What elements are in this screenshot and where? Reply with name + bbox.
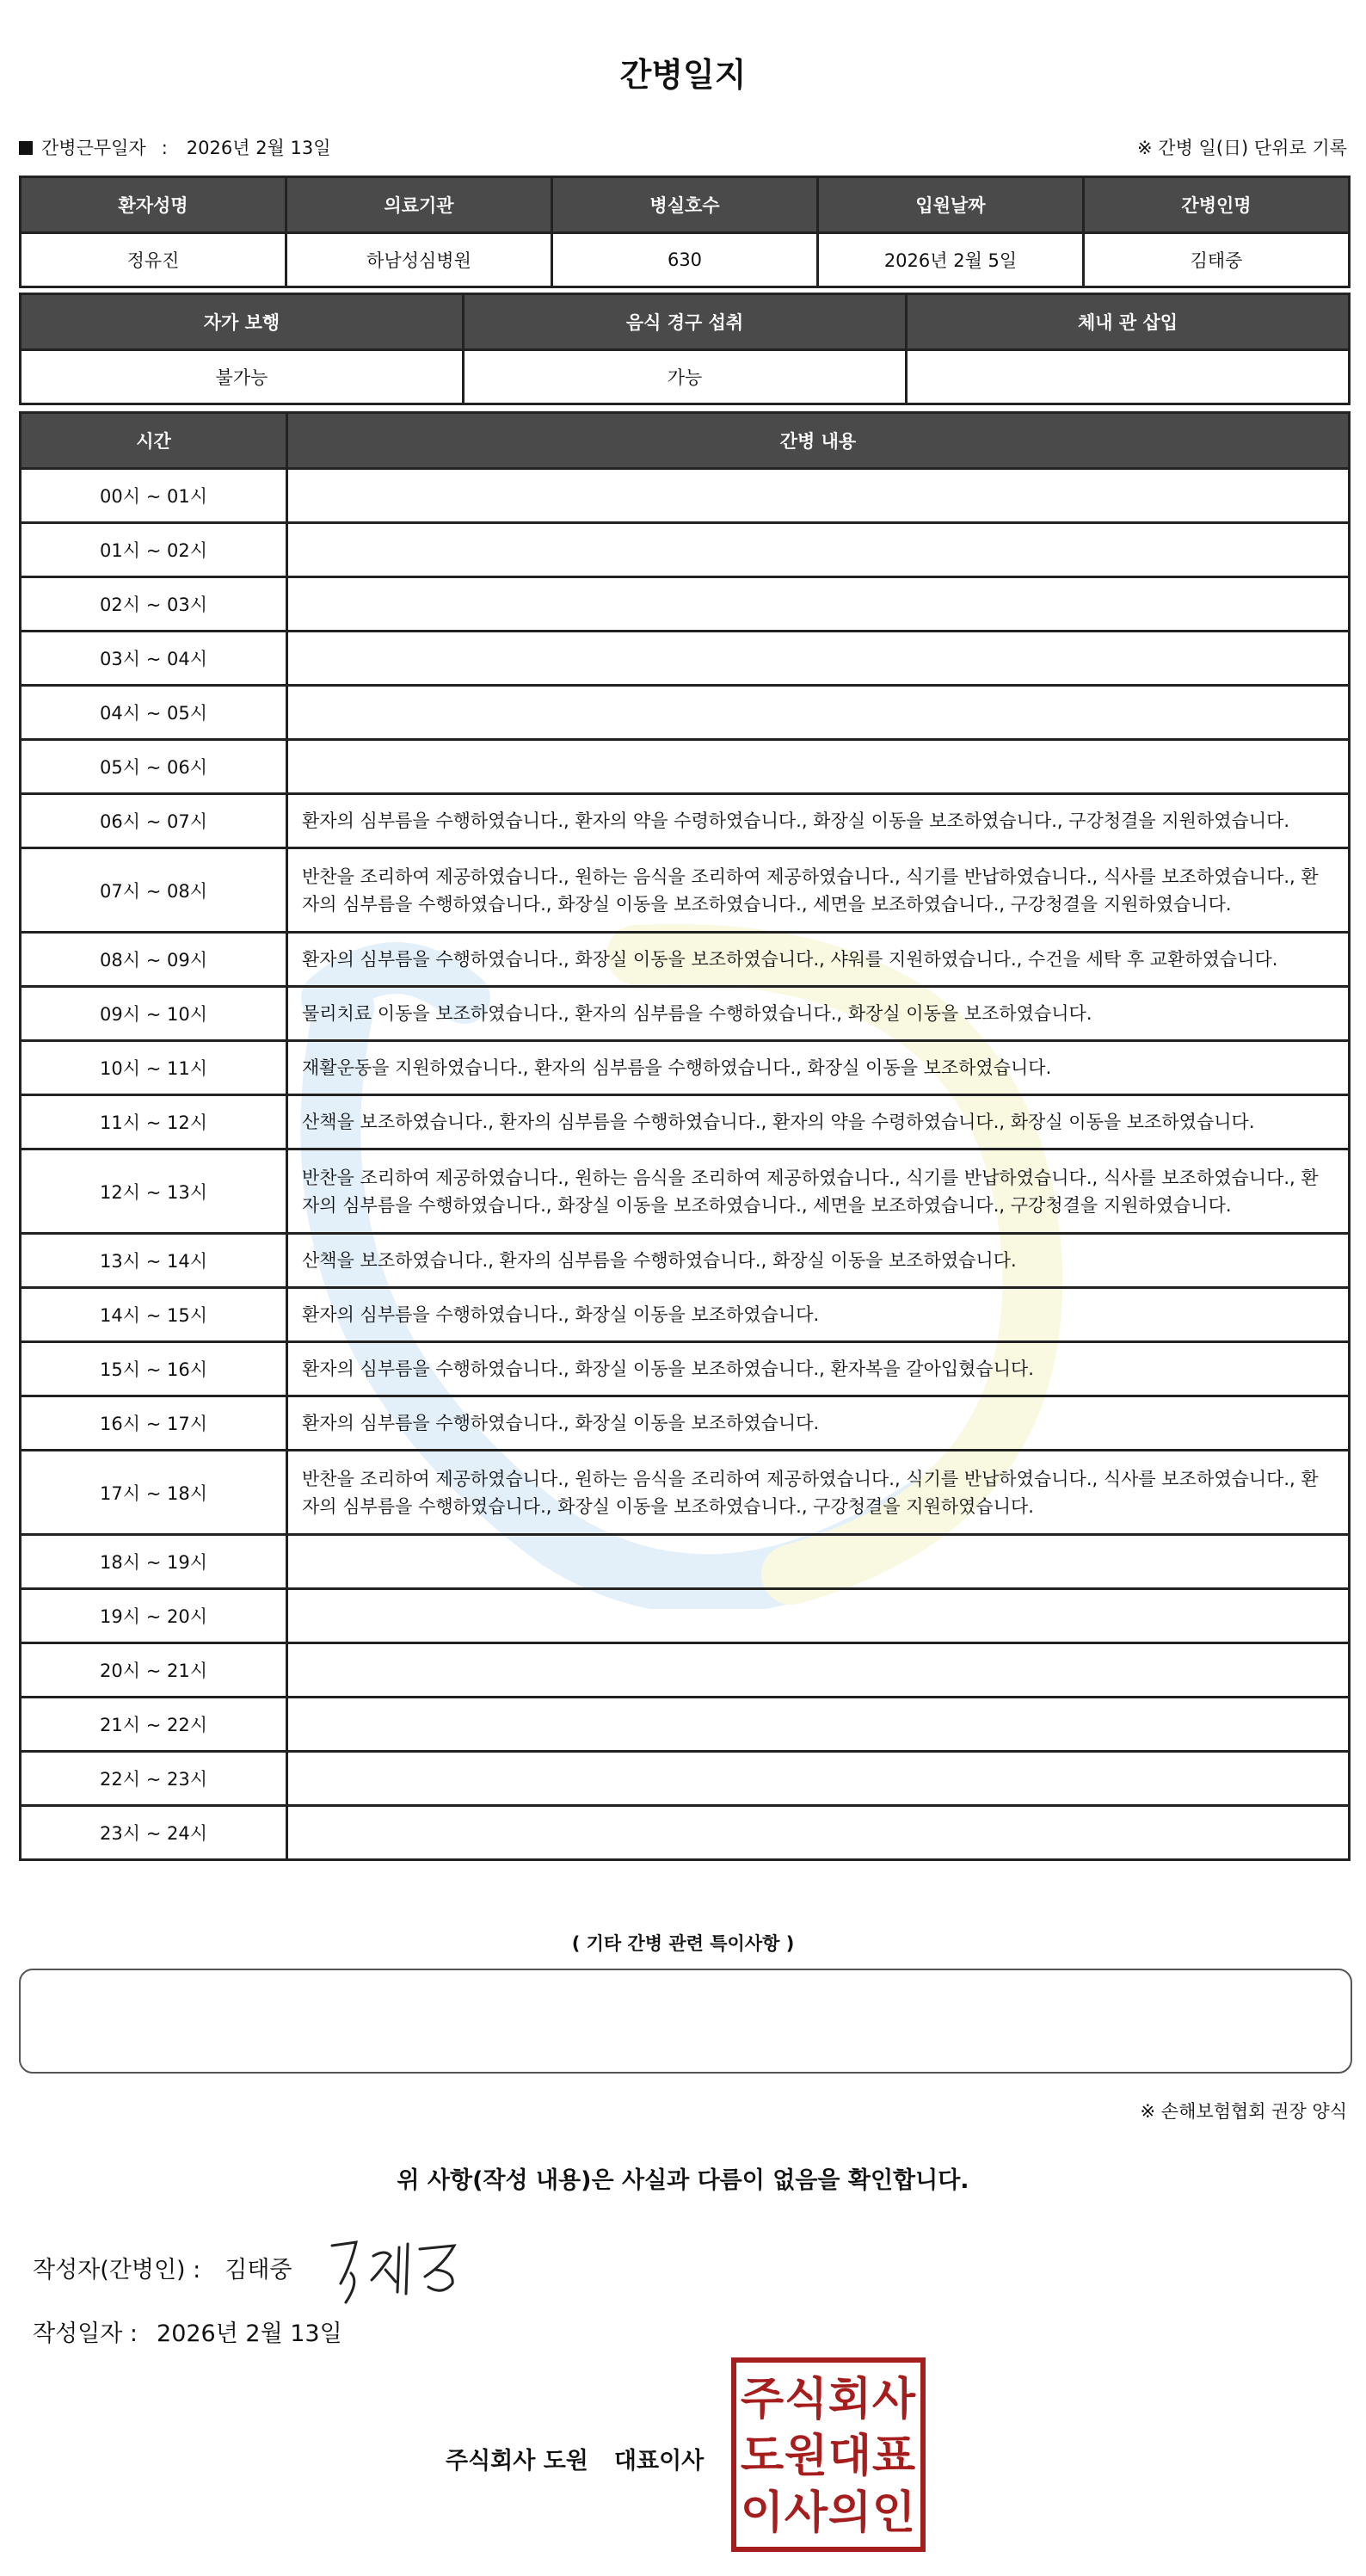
log-time-cell: 13시 ~ 14시 <box>21 1234 287 1288</box>
log-row <box>21 1451 1350 1535</box>
page-title: 간병일지 <box>619 56 747 94</box>
log-row <box>21 1095 1350 1149</box>
seal-character: 사 <box>871 2374 916 2425</box>
writer-line <box>33 2251 292 2284</box>
log-content-cell <box>287 523 1350 577</box>
log-row <box>21 1806 1350 1860</box>
log-content-cell <box>287 1806 1350 1860</box>
write-date-line <box>33 2314 342 2348</box>
handwritten-signature <box>325 2230 471 2308</box>
log-row <box>21 1752 1350 1806</box>
log-row <box>21 1396 1350 1451</box>
status-value-row <box>21 350 1350 404</box>
log-content-cell: 환자의 심부름을 수행하였습니다., 화장실 이동을 보조하였습니다., 환자복을 갈아입혔습니다. <box>287 1342 1350 1396</box>
work-date-colon: : <box>161 138 168 158</box>
log-content-cell: 환자의 심부름을 수행하였습니다., 화장실 이동을 보조하였습니다. <box>287 1288 1350 1342</box>
log-content-cell <box>287 1535 1350 1589</box>
header-admission-date: 입원날짜 <box>818 177 1084 233</box>
seal-character: 의 <box>828 2487 872 2539</box>
log-time-cell: 17시 ~ 18시 <box>21 1451 287 1535</box>
write-date-value: 2026년 2월 13일 <box>157 2320 342 2347</box>
log-time-cell: 03시 ~ 04시 <box>21 632 287 686</box>
seal-character: 이 <box>740 2487 785 2539</box>
log-time-cell: 08시 ~ 09시 <box>21 933 287 987</box>
oral-intake-value: 가능 <box>464 350 907 404</box>
log-time-cell: 00시 ~ 01시 <box>21 469 287 523</box>
admission-date-value: 2026년 2월 5일 <box>818 233 1084 287</box>
patient-name-value: 정유진 <box>21 233 286 287</box>
log-row <box>21 577 1350 632</box>
log-row <box>21 469 1350 523</box>
work-date-value: 2026년 2월 13일 <box>186 138 331 158</box>
log-time-cell: 22시 ~ 23시 <box>21 1752 287 1806</box>
form-source-note: ※ 손해보험협회 권장 양식 <box>1140 2101 1347 2122</box>
log-row <box>21 848 1350 933</box>
patient-info-table <box>19 176 1351 288</box>
seal-character: 주 <box>740 2374 785 2425</box>
writer-label: 작성자(간병인) : <box>33 2257 201 2283</box>
work-date-label: 간병근무일자 <box>41 138 146 158</box>
log-row <box>21 1149 1350 1234</box>
caregiver-value: 김태중 <box>1084 233 1350 287</box>
company-seal-stamp <box>731 2357 926 2552</box>
bullet-square-icon <box>19 141 33 155</box>
company-signoff <box>446 2442 704 2475</box>
seal-character: 표 <box>871 2431 916 2482</box>
notes-box <box>19 1969 1352 2074</box>
write-date-label: 작성일자 : <box>33 2320 138 2347</box>
seal-character: 식 <box>784 2374 828 2425</box>
status-header-row <box>21 294 1350 350</box>
log-time-cell: 16시 ~ 17시 <box>21 1396 287 1451</box>
header-caregiver: 간병인명 <box>1084 177 1350 233</box>
seal-character: 회 <box>828 2374 872 2425</box>
tube-value <box>907 350 1350 404</box>
log-content-cell <box>287 740 1350 794</box>
company-title: 대표이사 <box>613 2448 705 2474</box>
writer-name: 김태중 <box>225 2257 292 2283</box>
log-content-cell: 환자의 심부름을 수행하였습니다., 화장실 이동을 보조하였습니다. <box>287 1396 1350 1451</box>
log-row <box>21 1698 1350 1752</box>
log-time-cell: 07시 ~ 08시 <box>21 848 287 933</box>
header-care-content: 간병 내용 <box>287 413 1350 469</box>
seal-character: 대 <box>828 2431 872 2482</box>
log-content-cell: 재활운동을 지원하였습니다., 환자의 심부름을 수행하였습니다., 화장실 이동을 보조하였습니다. <box>287 1041 1350 1095</box>
company-name: 주식회사 도원 <box>446 2448 588 2474</box>
walking-value: 불가능 <box>21 350 464 404</box>
header-walking: 자가 보행 <box>21 294 464 350</box>
header-tube: 체내 관 삽입 <box>907 294 1350 350</box>
log-time-cell: 10시 ~ 11시 <box>21 1041 287 1095</box>
log-row <box>21 1643 1350 1698</box>
log-row <box>21 686 1350 740</box>
header-hospital: 의료기관 <box>286 177 552 233</box>
room-value: 630 <box>552 233 818 287</box>
patient-status-table <box>19 293 1351 405</box>
log-content-cell: 산책을 보조하였습니다., 환자의 심부름을 수행하였습니다., 환자의 약을 수령하였습니다., 화장실 이동을 보조하였습니다. <box>287 1095 1350 1149</box>
log-content-cell: 환자의 심부름을 수행하였습니다., 환자의 약을 수령하였습니다., 화장실 이동을 보조하였습니다., 구강청결을 지원하였습니다. <box>287 794 1350 848</box>
header-patient-name: 환자성명 <box>21 177 286 233</box>
log-content-cell: 물리치료 이동을 보조하였습니다., 환자의 심부름을 수행하였습니다., 화장실 이동을 보조하였습니다. <box>287 987 1350 1041</box>
log-content-cell <box>287 632 1350 686</box>
confirmation-text: 위 사항(작성 내용)은 사실과 다름이 없음을 확인합니다. <box>397 2167 969 2194</box>
work-date-line <box>19 134 331 160</box>
log-time-cell: 21시 ~ 22시 <box>21 1698 287 1752</box>
log-content-cell <box>287 469 1350 523</box>
log-content-cell <box>287 1698 1350 1752</box>
log-time-cell: 12시 ~ 13시 <box>21 1149 287 1234</box>
log-time-cell: 11시 ~ 12시 <box>21 1095 287 1149</box>
log-row <box>21 933 1350 987</box>
log-content-cell: 환자의 심부름을 수행하였습니다., 화장실 이동을 보조하였습니다., 샤워를 지원하였습니다., 수건을 세탁 후 교환하였습니다. <box>287 933 1350 987</box>
log-content-cell: 산책을 보조하였습니다., 환자의 심부름을 수행하였습니다., 화장실 이동을 보조하였습니다. <box>287 1234 1350 1288</box>
log-time-cell: 18시 ~ 19시 <box>21 1535 287 1589</box>
log-header-row <box>21 413 1350 469</box>
log-time-cell: 09시 ~ 10시 <box>21 987 287 1041</box>
log-row <box>21 632 1350 686</box>
log-time-cell: 20시 ~ 21시 <box>21 1643 287 1698</box>
log-content-cell: 반찬을 조리하여 제공하였습니다., 원하는 음식을 조리하여 제공하였습니다., 식기를 반납하였습니다., 식사를 보조하였습니다., 환자의 심부름을 수행하였습니다., 화장실 이동을 보조하였습니다., 세면을 보조하였습니다., 구강청결을 지원하였습니다. <box>287 1149 1350 1234</box>
log-row <box>21 1041 1350 1095</box>
log-row <box>21 1342 1350 1396</box>
log-content-cell <box>287 1643 1350 1698</box>
seal-character: 인 <box>871 2487 916 2539</box>
log-content-cell <box>287 1589 1350 1643</box>
log-content-cell <box>287 577 1350 632</box>
log-time-cell: 14시 ~ 15시 <box>21 1288 287 1342</box>
care-log-table <box>19 411 1351 1861</box>
log-content-cell: 반찬을 조리하여 제공하였습니다., 원하는 음식을 조리하여 제공하였습니다., 식기를 반납하였습니다., 식사를 보조하였습니다., 환자의 심부름을 수행하였습니다., 화장실 이동을 보조하였습니다., 구강청결을 지원하였습니다. <box>287 1451 1350 1535</box>
log-time-cell: 23시 ~ 24시 <box>21 1806 287 1860</box>
log-time-cell: 05시 ~ 06시 <box>21 740 287 794</box>
log-time-cell: 06시 ~ 07시 <box>21 794 287 848</box>
patient-value-row <box>21 233 1350 287</box>
log-time-cell: 04시 ~ 05시 <box>21 686 287 740</box>
log-body <box>21 469 1350 1860</box>
log-row <box>21 1234 1350 1288</box>
patient-header-row <box>21 177 1350 233</box>
log-time-cell: 02시 ~ 03시 <box>21 577 287 632</box>
log-row <box>21 740 1350 794</box>
log-row <box>21 1589 1350 1643</box>
header-room: 병실호수 <box>552 177 818 233</box>
log-row <box>21 1535 1350 1589</box>
log-row <box>21 987 1350 1041</box>
seal-character: 원 <box>784 2431 828 2482</box>
seal-character: 도 <box>740 2431 785 2482</box>
seal-character: 사 <box>784 2487 828 2539</box>
header-oral-intake: 음식 경구 섭취 <box>464 294 907 350</box>
log-row <box>21 523 1350 577</box>
hospital-value: 하남성심병원 <box>286 233 552 287</box>
log-time-cell: 19시 ~ 20시 <box>21 1589 287 1643</box>
notes-title: ( 기타 간병 관련 특이사항 ) <box>571 1933 795 1954</box>
log-content-cell: 반찬을 조리하여 제공하였습니다., 원하는 음식을 조리하여 제공하였습니다., 식기를 반납하였습니다., 식사를 보조하였습니다., 환자의 심부름을 수행하였습니다., 화장실 이동을 보조하였습니다., 세면을 보조하였습니다., 구강청결을 지원하였습니다. <box>287 848 1350 933</box>
log-row <box>21 794 1350 848</box>
log-row <box>21 1288 1350 1342</box>
log-time-cell: 01시 ~ 02시 <box>21 523 287 577</box>
log-time-cell: 15시 ~ 16시 <box>21 1342 287 1396</box>
log-content-cell <box>287 686 1350 740</box>
log-content-cell <box>287 1752 1350 1806</box>
header-time: 시간 <box>21 413 287 469</box>
record-note: ※ 간병 일(日) 단위로 기록 <box>1137 138 1347 158</box>
